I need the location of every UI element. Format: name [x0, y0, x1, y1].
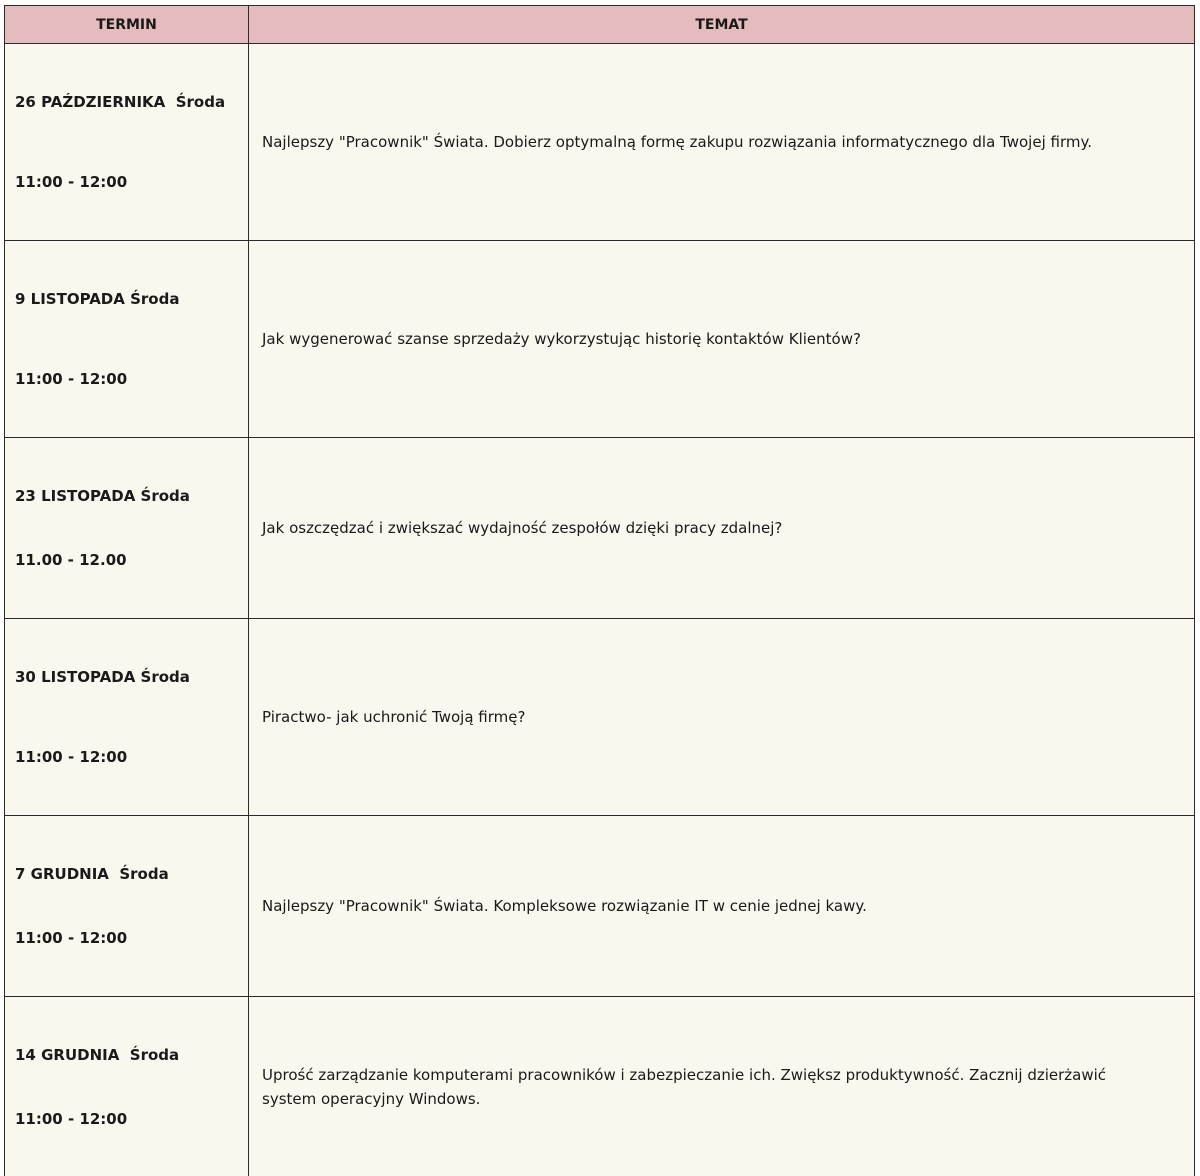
date-cell — [5, 997, 249, 1176]
topic-cell: Jak wygenerować szanse sprzedaży wykorzystując historię kontaktów Klientów? — [249, 241, 1195, 438]
topic-cell: Najlepszy "Pracownik" Świata. Kompleksowe rozwiązanie IT w cenie jednej kawy. — [249, 816, 1195, 997]
session-time: 11:00 - 12:00 — [15, 1109, 248, 1129]
session-time: 11.00 - 12.00 — [15, 550, 248, 570]
session-date: 26 PAŹDZIERNIKA Środa — [15, 92, 248, 112]
session-date: 7 GRUDNIA Środa — [15, 864, 248, 884]
header-row — [5, 6, 1195, 44]
date-cell — [5, 438, 249, 619]
table-row — [5, 438, 1195, 619]
table-row — [5, 44, 1195, 241]
session-time: 11:00 - 12:00 — [15, 172, 248, 192]
table-row — [5, 241, 1195, 438]
session-time: 11:00 - 12:00 — [15, 369, 248, 389]
topic-cell: Jak oszczędzać i zwiększać wydajność zespołów dzięki pracy zdalnej? — [249, 438, 1195, 619]
topic-cell: Piractwo- jak uchronić Twoją firmę? — [249, 619, 1195, 816]
table-row — [5, 997, 1195, 1176]
date-cell — [5, 44, 249, 241]
date-cell — [5, 241, 249, 438]
session-date: 30 LISTOPADA Środa — [15, 667, 248, 687]
date-cell — [5, 816, 249, 997]
column-header-temat: TEMAT — [249, 6, 1195, 44]
topic-cell: Uprość zarządzanie komputerami pracowników i zabezpieczanie ich. Zwiększ produktywność. Zacznij dzierżawić system operacyjny Windows. — [249, 997, 1195, 1176]
date-cell — [5, 619, 249, 816]
session-date: 14 GRUDNIA Środa — [15, 1045, 248, 1065]
session-date: 9 LISTOPADA Środa — [15, 289, 248, 309]
session-time: 11:00 - 12:00 — [15, 928, 248, 948]
column-header-termin: TERMIN — [5, 6, 249, 44]
schedule-table — [4, 5, 1195, 1176]
session-date: 23 LISTOPADA Środa — [15, 486, 248, 506]
table-row — [5, 816, 1195, 997]
session-time: 11:00 - 12:00 — [15, 747, 248, 767]
topic-cell: Najlepszy "Pracownik" Świata. Dobierz optymalną formę zakupu rozwiązania informatycznego dla Twojej firmy. — [249, 44, 1195, 241]
table-row — [5, 619, 1195, 816]
